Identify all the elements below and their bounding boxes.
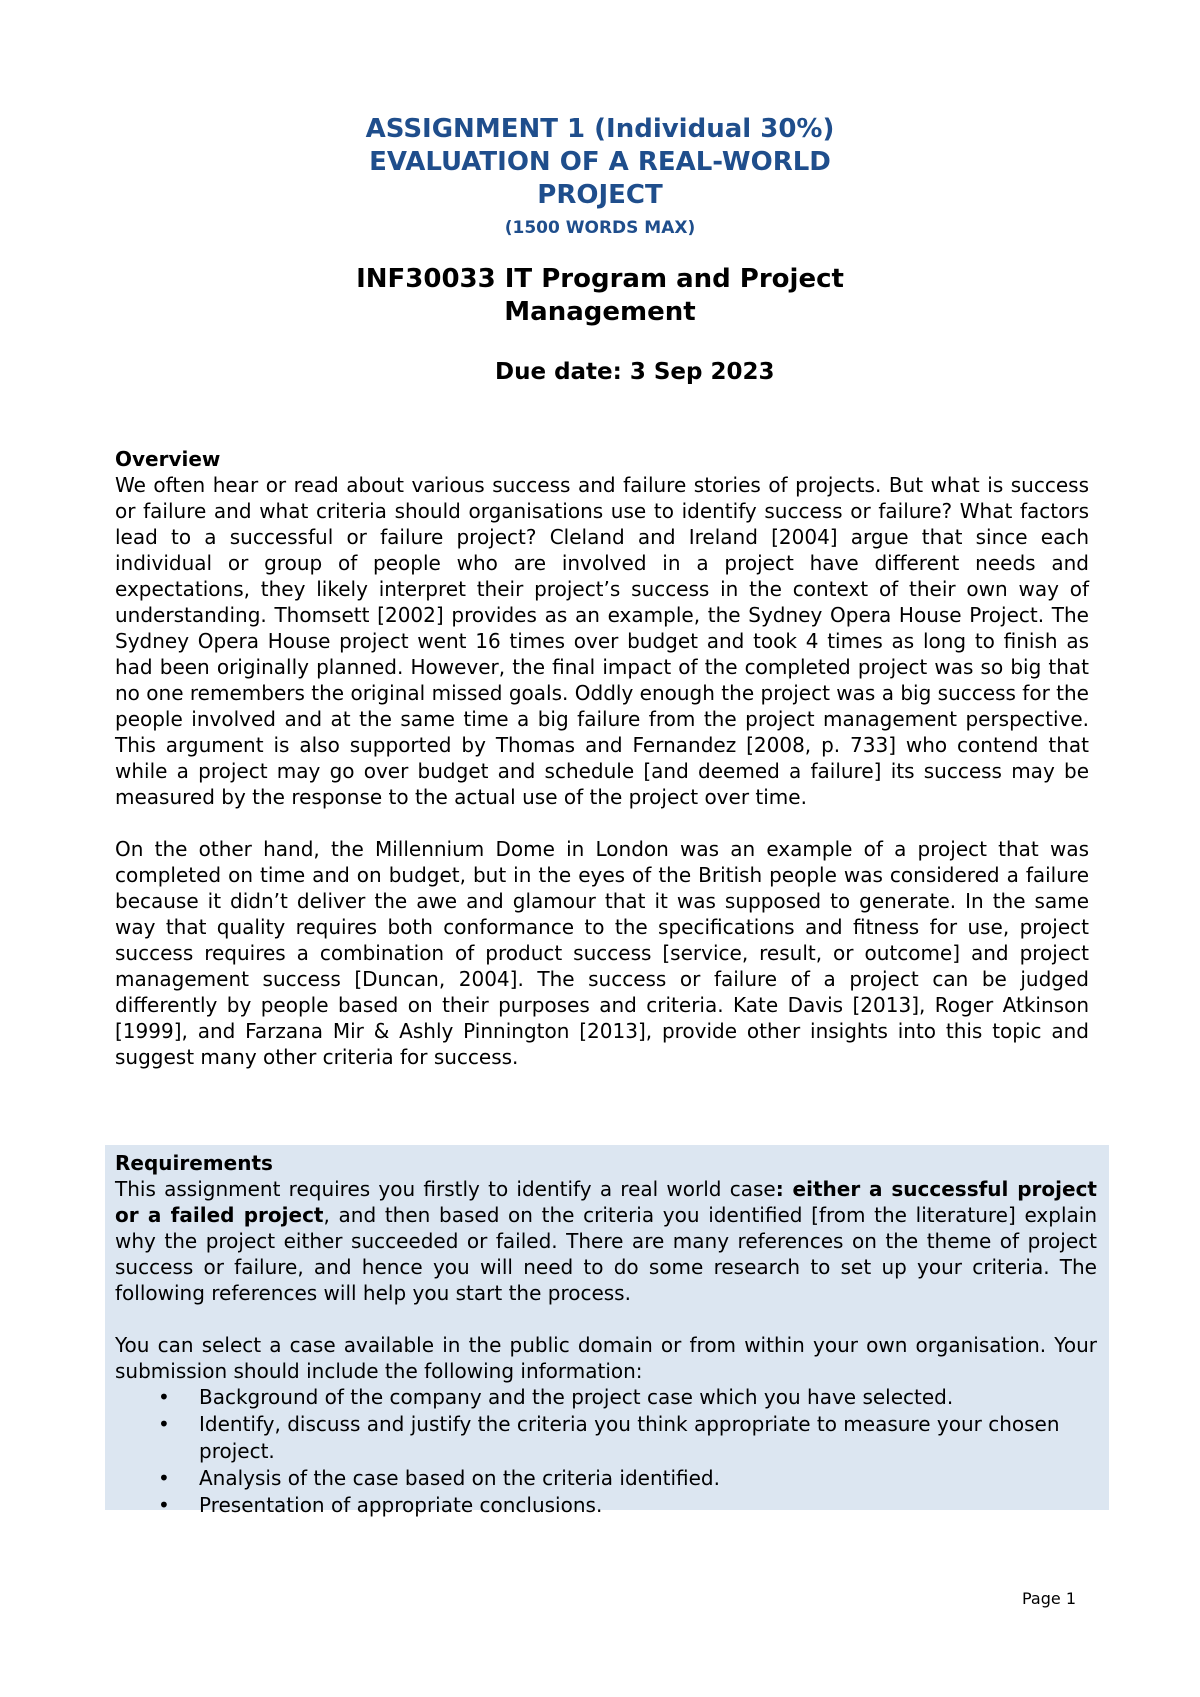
- word-limit: (1500 WORDS MAX): [504, 218, 696, 238]
- list-item-text: Background of the company and the project case which you have selected.: [199, 1385, 954, 1409]
- list-item-text: Presentation of appropriate conclusions.: [199, 1493, 603, 1517]
- title-line-2: EVALUATION OF A REAL-WORLD: [369, 147, 831, 177]
- list-item: [115, 1411, 1097, 1465]
- requirements-intro: This assignment requires you firstly to identify a real world case: [115, 1177, 776, 1201]
- requirements-paragraph-1: [115, 1176, 1097, 1306]
- list-item-text: Analysis of the case based on the criteria identified.: [199, 1466, 720, 1490]
- requirements-heading: Requirements: [115, 1151, 273, 1175]
- requirements-intro-emphasis: : either a successful project or a failed project: [115, 1177, 1097, 1227]
- overview-paragraph-2: On the other hand, the Millennium Dome in London was an example of a project that was completed on time and on budget, but in the eyes of the British people was considered a failure because it didn’t deliver the awe and glamour that it was supposed to generate. In the same way that quality requires both conformance to the specifications and fitness for use, project success requires a combination of product success [service, result, or outcome] and project management success [Duncan, 2004]. The success or failure of a project can be judged differently by people based on their purposes and criteria. Kate Davis [2013], Roger Atkinson [1999], and Farzana Mir & Ashly Pinnington [2013], provide other insights into this topic and suggest many other criteria for success.: [115, 837, 1089, 1069]
- course-title-line-2: Management: [504, 297, 696, 327]
- course-title: [0, 263, 1200, 329]
- overview-paragraph-1: We often hear or read about various success and failure stories of projects. But what is success or failure and what criteria should organisations use to identify success or failure? What factors lead to a successful or failure project? Cleland and Ireland [2004] argue that since each individual or group of people who are involved in a project have different needs and expectations, they likely interpret their project’s success in the context of their own way of understanding. Thomsett [2002] provides as an example, the Sydney Opera House Project. The Sydney Opera House project went 16 times over budget and took 4 times as long to finish as had been originally planned. However, the final impact of the completed project was so big that no one remembers the original missed goals. Oddly enough the project was a big success for the people involved and at the same time a big failure from the project management perspective. This argument is also supported by Thomas and Fernandez [2008, p. 733] who contend that while a project may go over budget and schedule [and deemed a failure] its success may be measured by the response to the actual use of the project over time.: [115, 473, 1089, 809]
- course-title-line-1: INF30033 IT Program and Project: [356, 264, 844, 294]
- requirements-intro-rest: , and then based on the criteria you identified [from the literature] explain why the project either succeeded or failed. There are many references on the theme of project success or failure, and hence you will need to do some research to set up your criteria. The following references will help you start the process.: [115, 1203, 1097, 1305]
- assignment-title: [0, 113, 1200, 239]
- title-line-3: PROJECT: [537, 180, 663, 210]
- list-item: [115, 1492, 1097, 1519]
- bullet-icon: •: [158, 1466, 170, 1490]
- title-line-1: ASSIGNMENT 1 (Individual 30%): [365, 114, 835, 144]
- bullet-icon: •: [158, 1493, 170, 1517]
- bullet-icon: •: [158, 1412, 170, 1436]
- list-item-text: Identify, discuss and justify the criteria you think appropriate to measure your chosen project.: [199, 1412, 1060, 1463]
- overview-heading: Overview: [115, 447, 221, 471]
- bullet-icon: •: [158, 1385, 170, 1409]
- due-date: Due date: 3 Sep 2023: [495, 359, 775, 385]
- page-number: Page 1: [1022, 1589, 1076, 1608]
- list-item: [115, 1384, 1097, 1411]
- requirements-section: [115, 1150, 1097, 1519]
- overview-section: [115, 446, 1089, 1070]
- list-item: [115, 1465, 1097, 1492]
- requirements-paragraph-2: You can select a case available in the public domain or from within your own organisation. Your submission should include the following information:: [115, 1333, 1097, 1383]
- requirements-list: [115, 1384, 1097, 1519]
